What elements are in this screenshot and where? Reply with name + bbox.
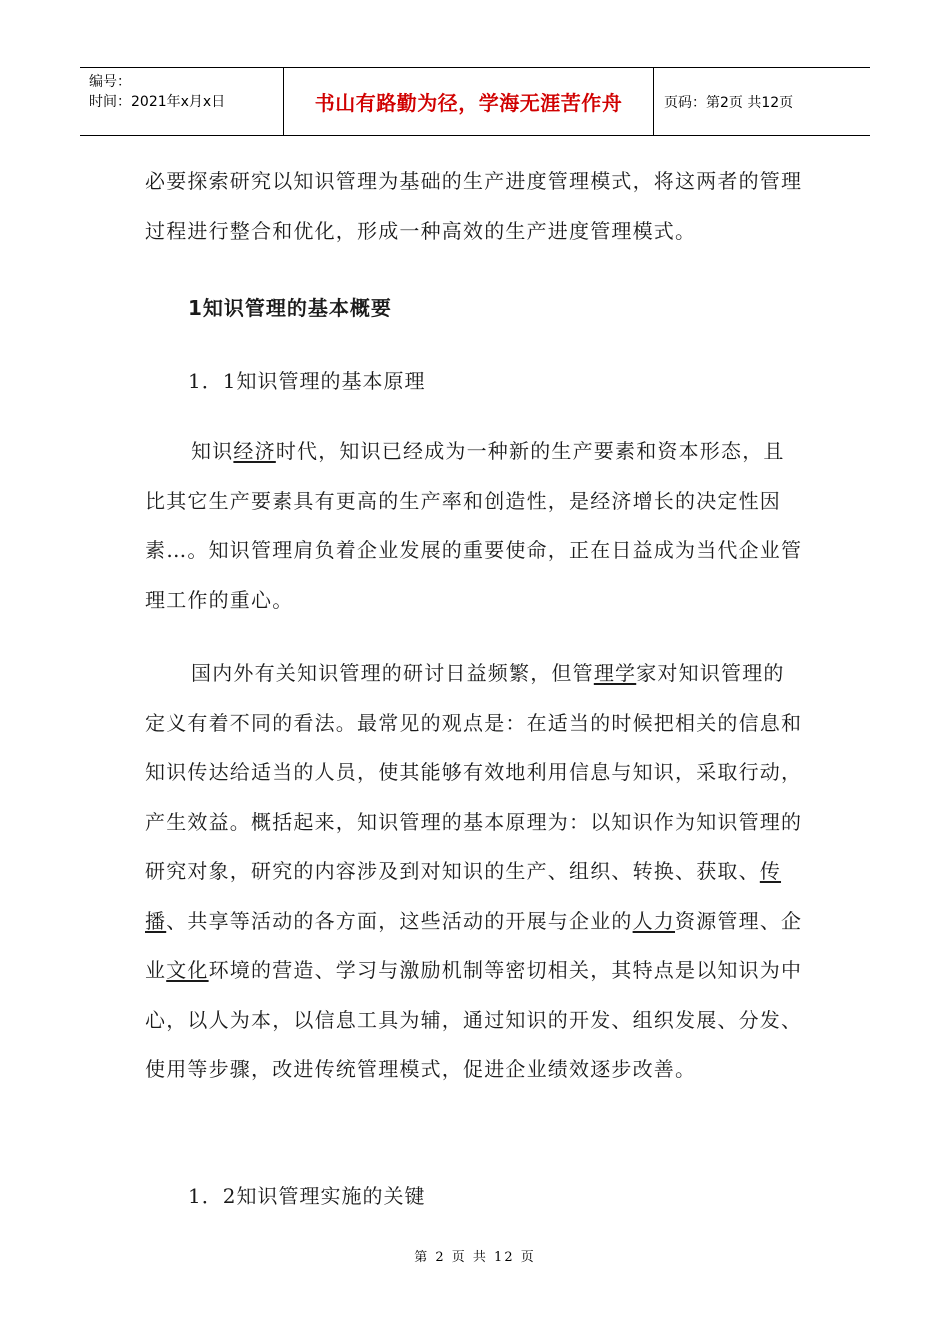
link-economy[interactable]: 经济 bbox=[233, 439, 276, 463]
paragraph-text: 时代，知识已经成为一种新的生产要素和资本形态，且比其它生产要素具有更高的生产率和创造性，是经济增长的决定性因素…。知识管理肩负着企业发展的重要使命，正在日益成为当代企业管理工作的重心。 bbox=[145, 439, 803, 612]
page-footer: 第 2 页 共 12 页 bbox=[414, 1250, 536, 1265]
link-culture[interactable]: 文化 bbox=[166, 958, 209, 982]
paragraph-text: 知识 bbox=[191, 439, 234, 463]
paragraph-text: 资源管理、企业 bbox=[145, 908, 803, 982]
page-header bbox=[80, 67, 870, 136]
paragraph-text: 国内外有关知识管理的研讨日益频繁，但管 bbox=[191, 661, 594, 685]
paragraph-text: 、共享等活动的各方面，这些活动的开展与企业的 bbox=[166, 908, 633, 933]
header-motto: 书山有路勤为径，学海无涯苦作舟 bbox=[283, 68, 654, 135]
header-page-info: 页码：第2页 共12页 bbox=[664, 94, 794, 111]
link-management-science[interactable]: 理学 bbox=[593, 661, 637, 685]
header-meta bbox=[80, 68, 283, 135]
subsection-title-2: 1．2知识管理实施的关键 bbox=[188, 1184, 426, 1208]
subsection-title-1: 1．1知识管理的基本原理 bbox=[188, 369, 426, 393]
document-time-label: 时间：2021年x月x日 bbox=[89, 94, 226, 110]
link-human-resources[interactable]: 人力 bbox=[632, 908, 676, 933]
document-number-label: 编号： bbox=[89, 74, 131, 90]
link-dissemination[interactable]: 传播 bbox=[145, 859, 782, 933]
paragraph-text: 环境的营造、学习与激励机制等密切相关，其特点是以知识为中心，以人为本，以信息工具为辅，通过知识的开发、组织发展、分发、使用等步骤，改进传统管理模式，促进企业绩效逐步改善。 bbox=[145, 958, 803, 1081]
intro-paragraph: 必要探索研究以知识管理为基础的生产进度管理模式，将这两者的管理过程进行整合和优化，形成一种高效的生产进度管理模式。 bbox=[145, 169, 803, 243]
paragraph-text: 家对知识管理的定义有着不同的看法。最常见的观点是：在适当的时候把相关的信息和知识传达给适当的人员，使其能够有效地利用信息与知识，采取行动，产生效益。概括起来，知识管理的基本原理为：以知识作为知识管理的研究对象，研究的内容涉及到对知识的生产、组织、转换、获取、 bbox=[145, 661, 803, 883]
paragraph-km-principles bbox=[145, 649, 805, 1095]
paragraph-knowledge-economy bbox=[145, 427, 805, 625]
section-title: 1知识管理的基本概要 bbox=[188, 296, 392, 320]
